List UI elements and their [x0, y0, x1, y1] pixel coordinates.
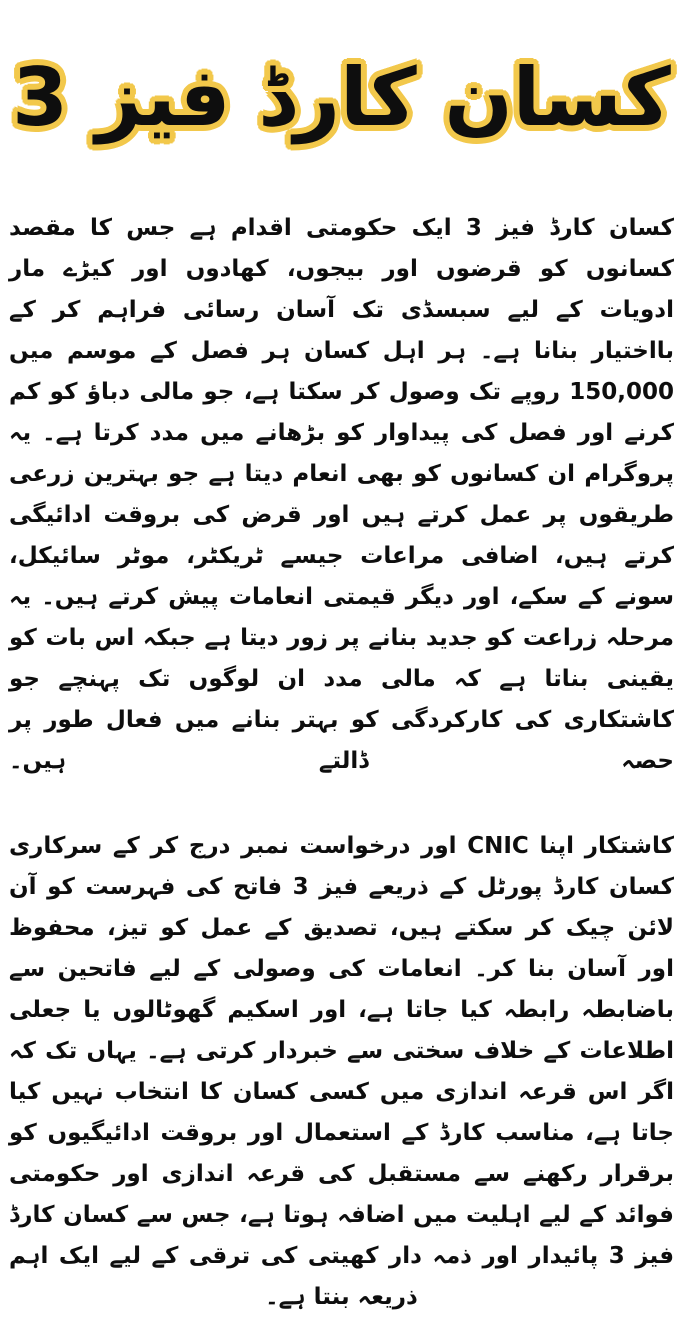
- page-title: کسان کارڈ فیز 3: [12, 51, 671, 144]
- article-body: [0, 182, 683, 1318]
- paragraph-program-overview: کسان کارڈ فیز 3 ایک حکومتی اقدام ہے جس کا مقصد کسانوں کو قرضوں اور بیجوں، کھادوں اور کیڑے مار ادویات کے لیے سبسڈی تک آسان رسائی فراہم کر کے بااختیار بنانا ہے۔ ہر اہل کسان ہر فصل کے موسم میں 150,000 روپے تک وصول کر سکتا ہے، جو مالی دباؤ کو کم کرنے اور فصل کی پیداوار کو بڑھانے میں مدد کرتا ہے۔ یہ پروگرام ان کسانوں کو بھی انعام دیتا ہے جو بہترین زرعی طریقوں پر عمل کرتے ہیں اور قرض کی بروقت ادائیگی کرتے ہیں، اضافی مراعات جیسے ٹریکٹر، موٹر سائیکل، سونے کے سکے، اور دیگر قیمتی انعامات پیش کرتے ہیں۔ یہ مرحلہ زراعت کو جدید بنانے پر زور دیتا ہے جبکہ اس بات کو یقینی بناتا ہے کہ مالی مدد ان لوگوں تک پہنچے جو کاشتکاری کی کارکردگی کو بہتر بنانے میں فعال طور پر حصہ ڈالتے ہیں۔: [9, 215, 674, 774]
- title-section: [0, 0, 683, 182]
- paragraph-winner-list-check: کاشتکار اپنا CNIC اور درخواست نمبر درج کر کے سرکاری کسان کارڈ پورٹل کے ذریعے فیز 3 فاتح کی فہرست کو آن لائن چیک کر سکتے ہیں، تصدیق کے عمل کو تیز، محفوظ اور آسان بنا کر۔ انعامات کی وصولی کے لیے فاتحین سے باضابطہ رابطہ کیا جاتا ہے، اور اسکیم گھوٹالوں یا جعلی اطلاعات کے خلاف سختی سے خبردار کرتی ہے۔ یہاں تک کہ اگر اس قرعہ اندازی میں کسی کسان کا انتخاب نہیں کیا جاتا ہے، مناسب کارڈ کے استعمال اور بروقت ادائیگیوں کو برقرار رکھنے سے مستقبل کی قرعہ اندازی اور حکومتی فوائد کے لیے اہلیت میں اضافہ ہوتا ہے، جس سے کسان کارڈ فیز 3 پائیدار اور ذمہ دار کھیتی کی ترقی کے لیے ایک اہم ذریعہ بنتا ہے۔: [9, 833, 674, 1310]
